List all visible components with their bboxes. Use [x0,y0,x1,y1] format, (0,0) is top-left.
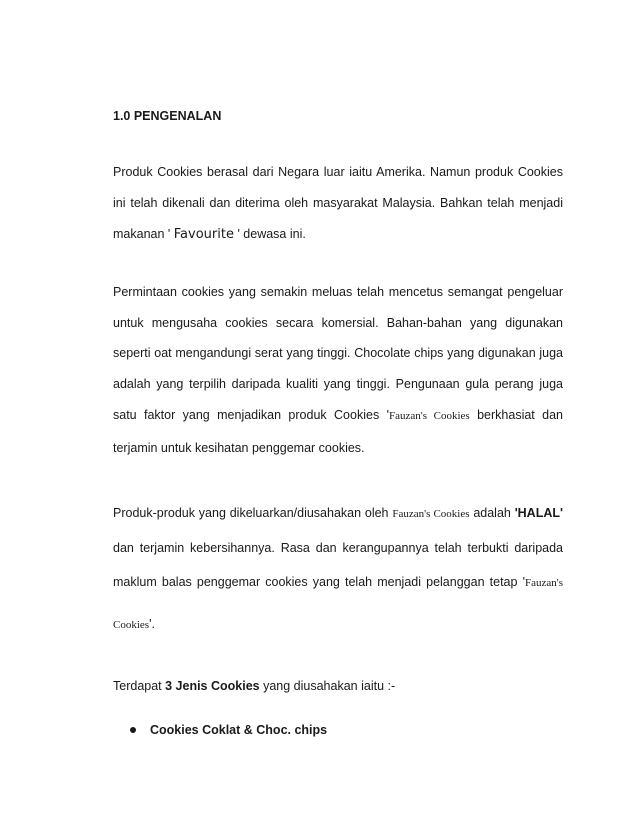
list-item-label: Cookies Coklat & Choc. chips [150,723,328,737]
section-heading: 1.0 PENGENALAN [113,109,222,123]
text-span: satu faktor yang menjadikan produk Cookies ' [113,408,389,422]
paragraph-1-line-3 [113,226,563,243]
favourite-word: Favourite [173,227,234,242]
paragraph-2-line-5 [113,407,563,424]
brand-name: Fauzan's Cookies [392,508,470,520]
paragraph-2-line-4: adalah yang terpilih daripada kualiti yang tinggi. Pengunaan gula perang juga [113,377,563,391]
paragraph-3-line-1 [113,505,563,522]
text-span: berkhasiat dan [469,408,564,422]
text-span: makanan ' [113,227,174,241]
paragraph-2-line-6: terjamin untuk kesihatan penggemar cookies. [113,441,365,455]
brand-name: Fauzan's Cookies [388,410,470,422]
halal-label: 'HALAL' [514,506,563,520]
text-span: Terdapat [113,679,166,693]
text-span: adalah [469,506,515,520]
paragraph-2-line-3: seperti oat mengandungi serat yang tinggi. Chocolate chips yang digunakan juga [113,346,563,360]
text-span: maklum balas penggemar cookies yang telah menjadi pelanggan tetap ' [113,575,525,589]
paragraph-4 [113,678,563,694]
list-item [130,722,327,738]
bullet-icon [130,727,136,733]
bold-count: 3 Jenis Cookies [165,679,260,693]
brand-name: Cookies [113,619,150,631]
paragraph-3-line-2: dan terjamin kebersihannya. Rasa dan kerangupannya telah terbukti daripada [113,541,563,555]
text-span: Produk-produk yang dikeluarkan/diusahakan oleh [113,506,393,520]
paragraph-3-line-3 [113,574,563,591]
paragraph-2-line-2: untuk mengusaha cookies secara komersial. Bahan-bahan yang digunakan [113,316,563,330]
paragraph-3-line-4 [113,616,563,633]
text-span: yang diusahakan iaitu :- [259,679,396,693]
text-span: '. [149,617,155,631]
text-span: ' dewasa ini. [233,227,306,241]
brand-name: Fauzan's [524,577,563,589]
paragraph-1-line-1: Produk Cookies berasal dari Negara luar iaitu Amerika. Namun produk Cookies [113,165,563,179]
paragraph-1-line-2: ini telah dikenali dan diterima oleh masyarakat Malaysia. Bahkan telah menjadi [113,196,563,210]
paragraph-2-line-1: Permintaan cookies yang semakin meluas telah mencetus semangat pengeluar [113,285,563,299]
